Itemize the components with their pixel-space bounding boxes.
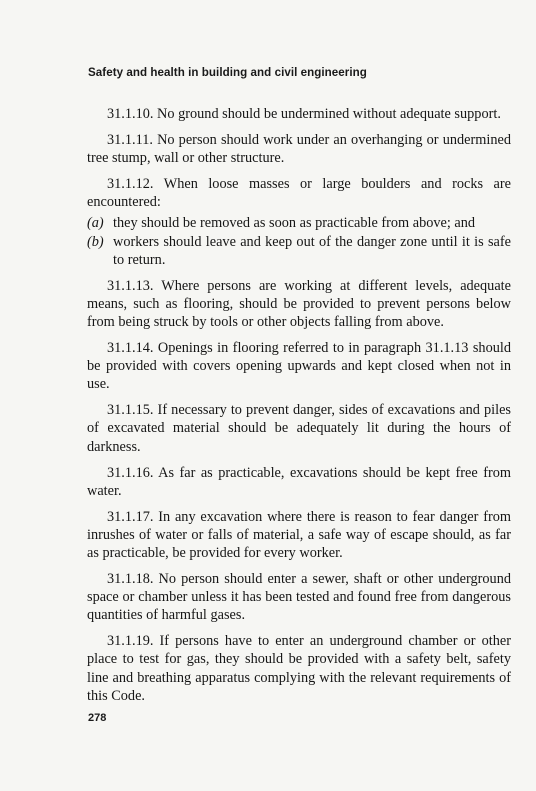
- clause-a-text: they should be removed as soon as practicable from above; and: [113, 215, 476, 232]
- paragraph-31-1-10: 31.1.10. No ground should be undermined without adequate support.: [107, 106, 501, 122]
- paragraph-31-1-16: 31.1.16. As far as practicable, excavations should be kept free from water.: [87, 464, 511, 499]
- clause-a-label: (a): [87, 215, 104, 232]
- body-text: [87, 105, 511, 713]
- clause-a: [87, 214, 511, 232]
- paragraph-31-1-15: 31.1.15. If necessary to prevent danger, sides of excavations and piles of excavated material should be adequately lit during the hours of darkness.: [87, 402, 511, 455]
- page-number: 278: [88, 712, 107, 724]
- paragraph-31-1-13: 31.1.13. Where persons are working at different levels, adequate means, such as flooring, should be provided to prevent persons below from being struck by tools or other objects falling from above.: [87, 277, 511, 330]
- paragraph-31-1-18: 31.1.18. No person should enter a sewer, shaft or other underground space or chamber unless it has been tested and found free from dangerous quantities of harmful gases.: [87, 571, 511, 624]
- paragraph-31-1-12: 31.1.12. When loose masses or large boulders and rocks are encountered:: [87, 176, 511, 211]
- clause-b: [87, 233, 511, 269]
- clause-b-label: (b): [87, 233, 104, 250]
- paragraph-31-1-17: 31.1.17. In any excavation where there is reason to fear danger from inrushes of water or falls of material, a safe way of escape should, as far as practicable, be provided for every worker.: [87, 508, 511, 561]
- clause-b-text: workers should leave and keep out of the danger zone until it is safe to return.: [113, 233, 511, 268]
- paragraph-31-1-19: 31.1.19. If persons have to enter an underground chamber or other place to test for gas, they should be provided with a safety belt, safety line and breathing apparatus complying with the relevant requirements of this Code.: [87, 633, 511, 704]
- paragraph-31-1-11: 31.1.11. No person should work under an overhanging or undermined tree stump, wall or other structure.: [87, 132, 511, 167]
- running-head: Safety and health in building and civil engineering: [88, 66, 367, 79]
- paragraph-31-1-14: 31.1.14. Openings in flooring referred to in paragraph 31.1.13 should be provided with covers opening upwards and kept closed when not in use.: [87, 340, 511, 393]
